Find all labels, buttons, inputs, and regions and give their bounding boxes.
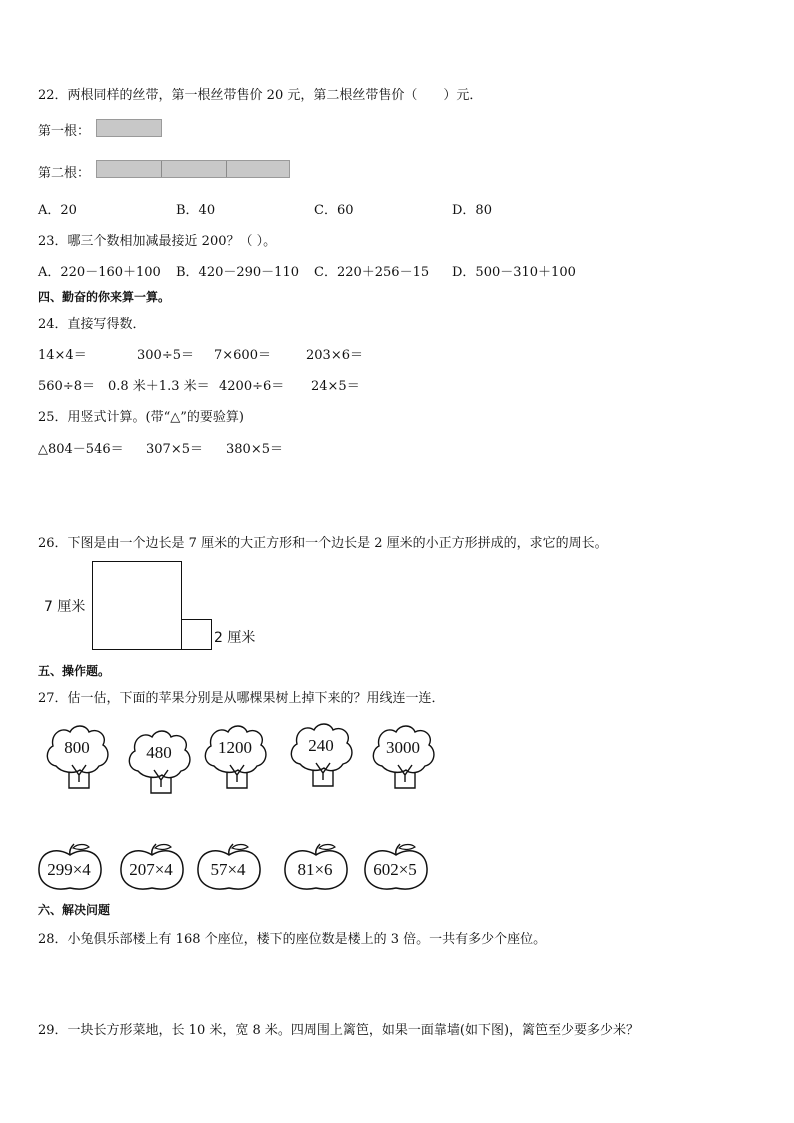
q25-item: 380×5＝ [226,442,283,457]
q24-item: 560÷8＝ [38,379,95,394]
apple-icon [118,842,188,894]
q24-item: 300÷5＝ [137,348,194,363]
ribbon-divider [161,161,162,177]
apple-expression: 57×4 [210,860,246,879]
tree-shape [42,722,122,812]
tree-icon [42,722,122,812]
q25-item: 307×5＝ [146,442,203,457]
q27-text: 27．估一估，下面的苹果分别是从哪棵果树上掉下来的？用线连一连． [38,691,445,706]
tree-number: 800 [64,738,90,757]
q24-item: 7×600＝ [214,348,271,363]
apple-icon [362,842,432,894]
q23-option-c: C．220＋256－15 [314,265,430,280]
q22-text: 22．两根同样的丝带，第一根丝带售价 20 元，第二根丝带售价（ ）元． [38,88,483,103]
tree-shape [286,720,366,810]
q28-text: 28．小兔俱乐部楼上有 168 个座位，楼下的座位数是楼上的 3 倍。一共有多少个座位。 [38,932,547,947]
small-square [182,620,212,650]
tree-icon [200,722,280,812]
apple-icon [36,842,106,894]
q24-item: 203×6＝ [306,348,363,363]
ribbon-divider [226,161,227,177]
big-square-label: 7 厘米 [44,599,86,615]
second-ribbon-bar [96,160,290,178]
apple-expression: 207×4 [129,860,173,879]
tree-icon [124,727,204,817]
apple-icon [282,842,352,894]
tree-number: 3000 [386,738,420,757]
tree-number: 480 [146,743,172,762]
apple-expression: 602×5 [373,860,417,879]
q22-option-c: C．60 [314,203,354,218]
tree-icon [368,722,448,812]
section-4-heading: 四、勤奋的你来算一算。 [38,290,171,304]
tree-number: 240 [308,736,334,755]
q23-option-a: A．220－160＋100 [38,265,161,280]
tree-shape [200,722,280,812]
q24-item: 24×5＝ [311,379,360,394]
big-square [93,562,182,650]
q25-text: 25．用竖式计算。(带“△”的要验算) [38,410,244,425]
apple-icon [195,842,265,894]
q23-option-b: B．420－290－110 [176,265,299,280]
q23-option-d: D．500－310＋100 [452,265,576,280]
small-square-label: 2 厘米 [214,630,256,646]
q22-first-label: 第一根： [38,124,91,139]
q23-text: 23．哪三个数相加减最接近 200？（ ）。 [38,234,277,249]
q24-item: 4200÷6＝ [219,379,285,394]
tree-shape [124,727,204,817]
q24-text: 24．直接写得数． [38,317,146,332]
q22-option-b: B．40 [176,203,216,218]
tree-shape [368,722,448,812]
q22-second-label: 第二根： [38,166,91,181]
q26-text: 26．下图是由一个边长是 7 厘米的大正方形和一个边长是 2 厘米的小正方形拼成的，求它的周长。 [38,536,608,551]
apple-expression: 81×6 [297,860,333,879]
section-5-heading: 五、操作题。 [38,664,111,678]
first-ribbon-bar [96,119,162,137]
section-6-heading: 六、解决问题 [38,903,111,917]
apple-expression: 299×4 [47,860,91,879]
tree-number: 1200 [218,738,252,757]
q24-item: 0.8 米＋1.3 米＝ [108,379,210,394]
q22-option-d: D．80 [452,203,492,218]
q22-option-a: A．20 [38,203,77,218]
q29-text: 29．一块长方形菜地，长 10 米，宽 8 米。四周围上篱笆，如果一面靠墙(如下图)，篱笆至少要多少米？ [38,1023,640,1038]
tree-icon [286,720,366,810]
q24-item: 14×4＝ [38,348,87,363]
q25-item: △804－546＝ [38,442,124,457]
